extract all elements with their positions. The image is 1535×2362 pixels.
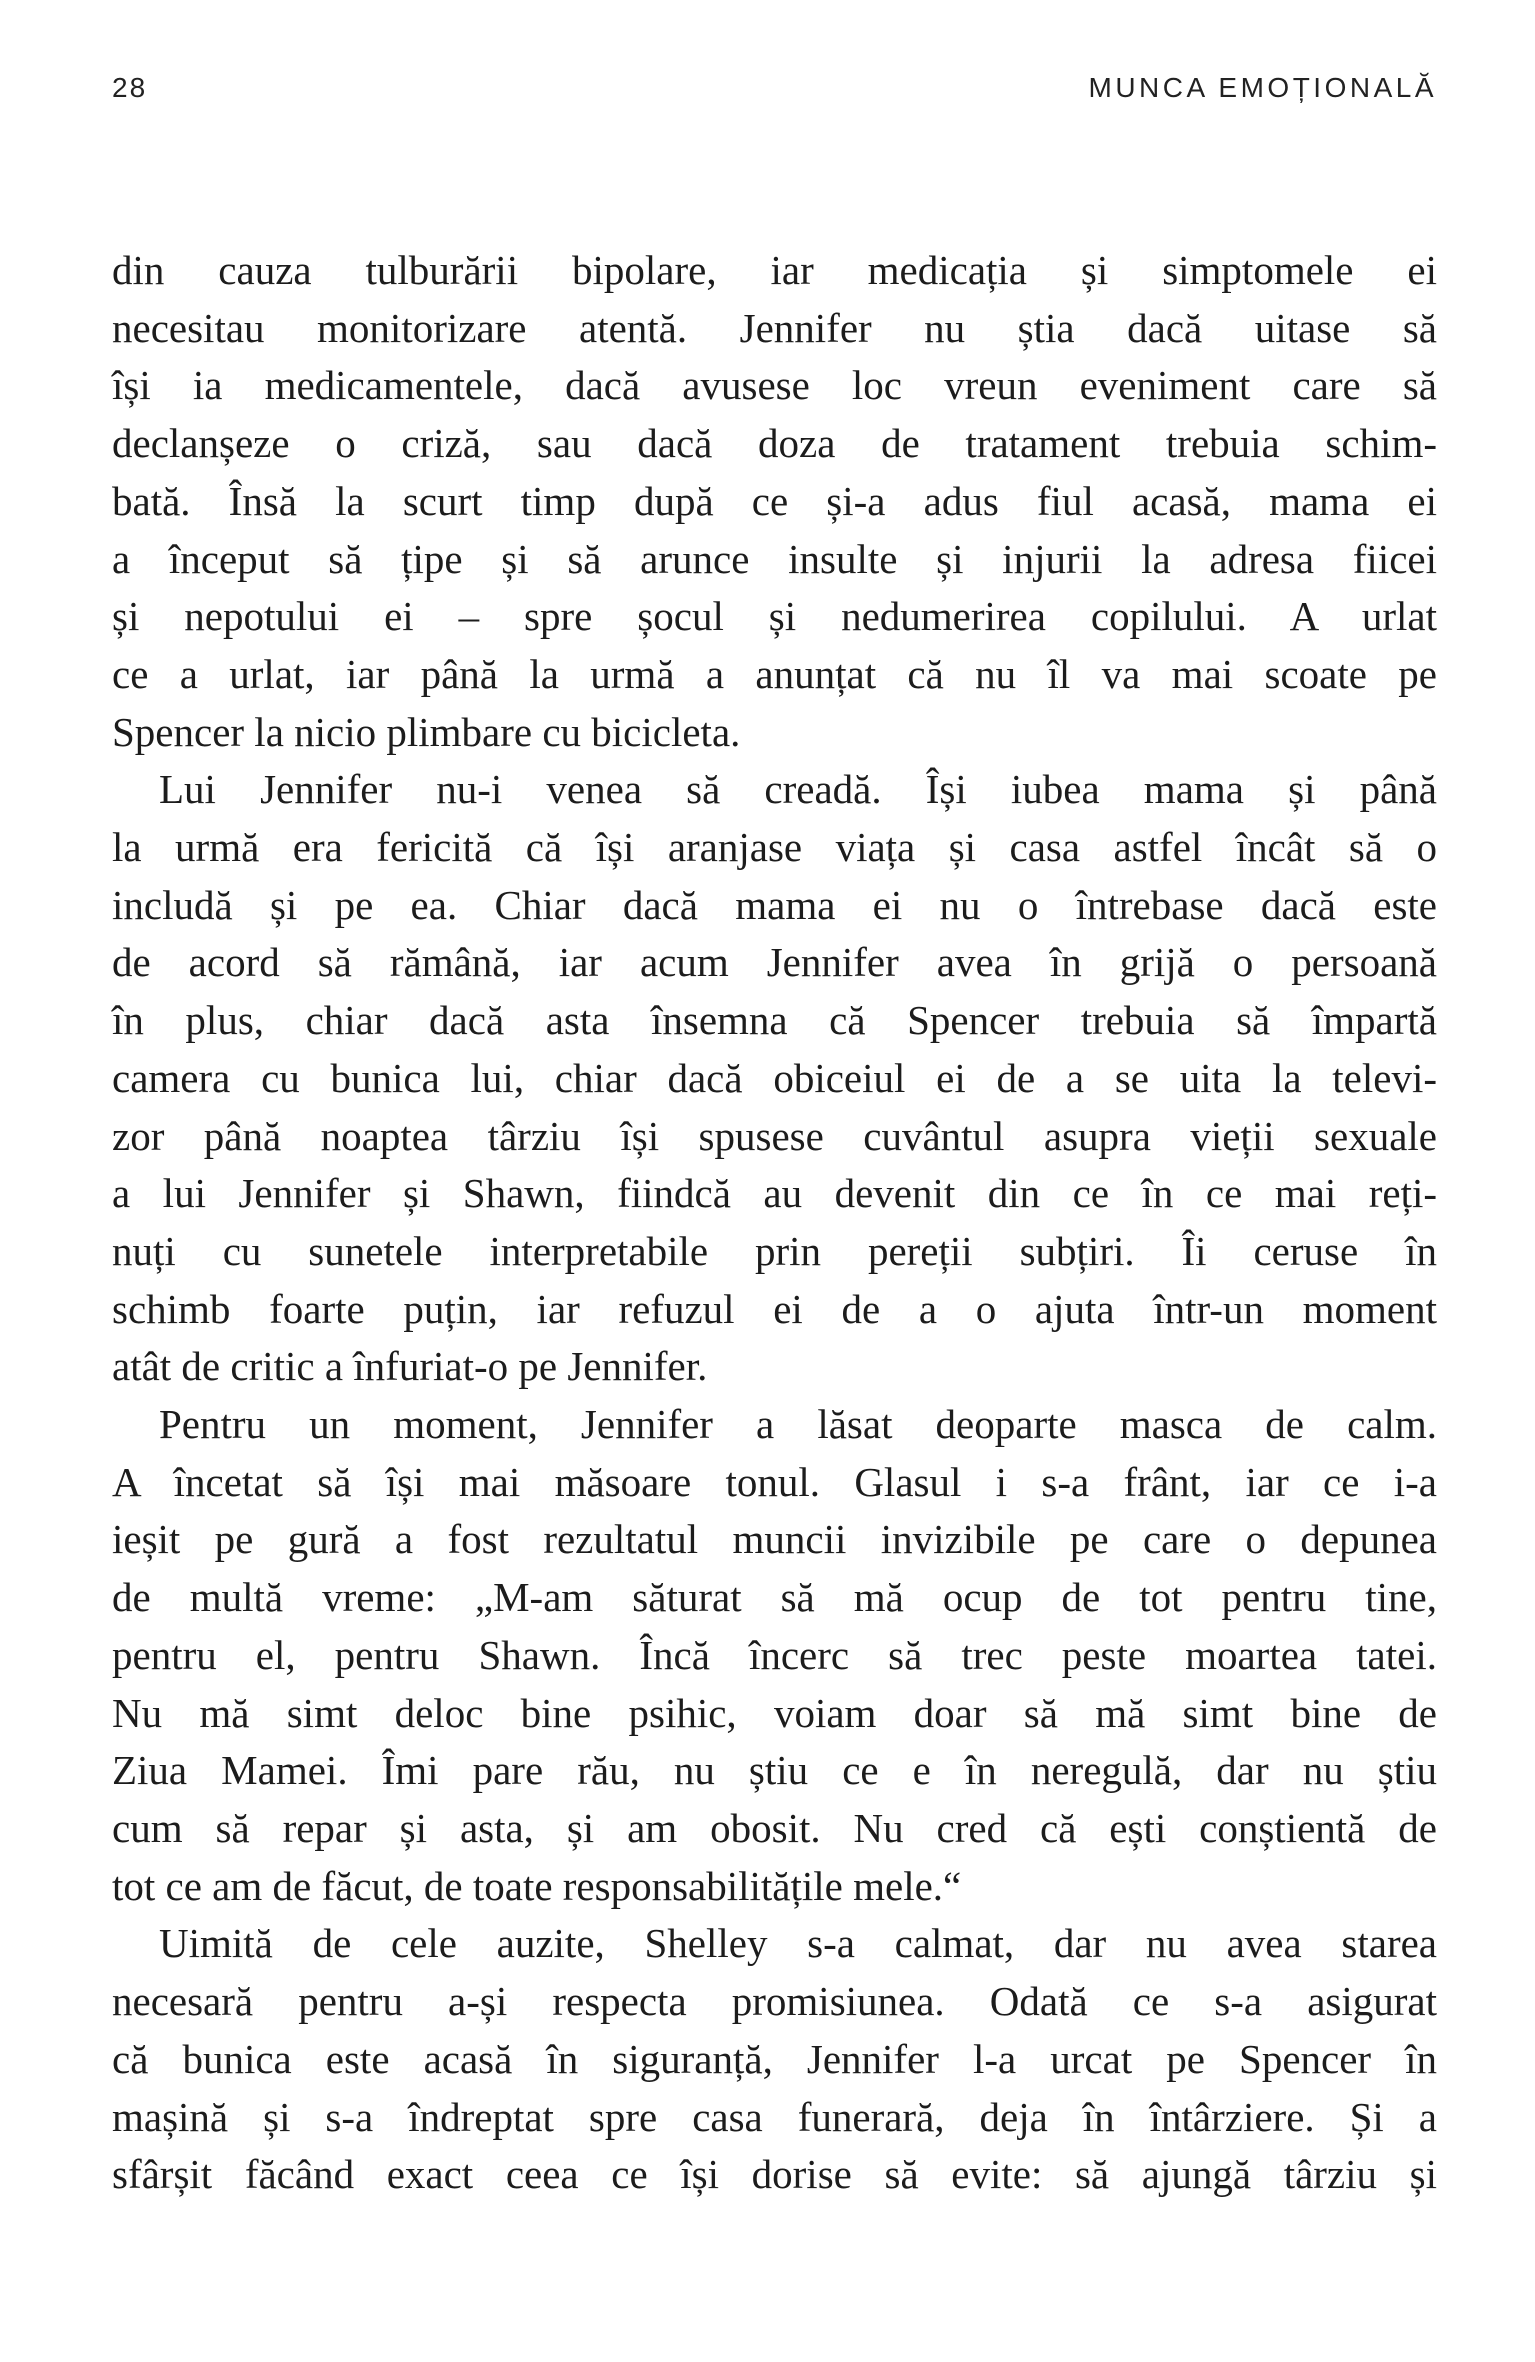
text-line: de multă vreme: „M-am săturat să mă ocup de tot pentru tine,: [112, 1574, 1437, 1621]
text-line: cum să repar și asta, și am obosit. Nu cred că ești conștientă de: [112, 1804, 1437, 1851]
text-line: ce a urlat, iar până la urmă a anunțat că nu îl va mai scoate pe: [112, 650, 1437, 697]
text-line: includă și pe ea. Chiar dacă mama ei nu o întrebase dacă este: [112, 881, 1437, 928]
text-line: de acord să rămână, iar acum Jennifer avea în grijă o persoană: [112, 939, 1437, 986]
text-line: Ziua Mamei. Îmi pare rău, nu știu ce e în neregulă, dar nu știu: [112, 1747, 1437, 1794]
running-header: MUNCA EMOȚIONALĂ: [1088, 72, 1437, 103]
body-text: [112, 242, 1437, 2204]
text-line: necesară pentru a-și respecta promisiunea. Odată ce s-a asigurat: [112, 1978, 1437, 2025]
text-line: Uimită de cele auzite, Shelley s-a calmat, dar nu avea starea: [159, 1920, 1437, 1967]
page-number: 28: [112, 72, 148, 103]
text-line: la urmă era fericită că își aranjase viața și casa astfel încât să o: [112, 824, 1437, 871]
text-line: din cauza tulburării bipolare, iar medicația și simptomele ei: [112, 247, 1437, 293]
text-line: A încetat să își mai măsoare tonul. Glasul i s-a frânt, iar ce i-a: [112, 1458, 1437, 1505]
text-line: declanșeze o criză, sau dacă doza de tratament trebuia schim-: [112, 420, 1437, 467]
paragraph: [112, 1396, 1437, 1915]
text-line: și nepotului ei – spre șocul și nedumerirea copilului. A urlat: [112, 593, 1437, 640]
paragraph: [112, 1915, 1437, 2204]
text-line: Spencer la nicio plimbare cu bicicleta.: [112, 708, 741, 755]
text-line: tot ce am de făcut, de toate responsabilitățile mele.“: [112, 1862, 962, 1909]
paragraph: [112, 761, 1437, 1396]
paragraph: [112, 242, 1437, 761]
text-line: Nu mă simt deloc bine psihic, voiam doar să mă simt bine de: [112, 1689, 1437, 1736]
text-line: zor până noaptea târziu își spusese cuvântul asupra vieții sexuale: [112, 1112, 1437, 1159]
text-line: Lui Jennifer nu-i venea să creadă. Își iubea mama și până: [159, 766, 1437, 813]
text-line: Pentru un moment, Jennifer a lăsat deoparte masca de calm.: [159, 1401, 1437, 1448]
text-line: sfârșit făcând exact ceea ce își dorise să evite: să ajungă târziu și: [112, 2151, 1437, 2198]
text-line: mașină și s-a îndreptat spre casa funerară, deja în întârziere. Și a: [112, 2093, 1437, 2140]
text-line: schimb foarte puțin, iar refuzul ei de a o ajuta într-un moment: [112, 1285, 1437, 1332]
text-line: nuți cu sunetele interpretabile prin pereții subțiri. Îi ceruse în: [112, 1227, 1437, 1274]
text-line: camera cu bunica lui, chiar dacă obiceiul ei de a se uita la televi-: [112, 1054, 1437, 1101]
text-line: își ia medicamentele, dacă avusese loc vreun eveniment care să: [112, 362, 1437, 409]
text-line: necesitau monitorizare atentă. Jennifer nu știa dacă uitase să: [112, 304, 1437, 351]
page-header: [112, 72, 1437, 104]
text-line: în plus, chiar dacă asta însemna că Spencer trebuia să împartă: [112, 997, 1437, 1044]
text-line: bată. Însă la scurt timp după ce și-a adus fiul acasă, mama ei: [112, 477, 1437, 524]
text-line: a lui Jennifer și Shawn, fiindcă au devenit din ce în ce mai reți-: [112, 1170, 1437, 1217]
text-line: pentru el, pentru Shawn. Încă încerc să trec peste moartea tatei.: [112, 1631, 1437, 1678]
text-line: a început să țipe și să arunce insulte și injurii la adresa fiicei: [112, 535, 1437, 582]
text-line: ieșit pe gură a fost rezultatul muncii invizibile pe care o depunea: [112, 1516, 1437, 1563]
text-line: atât de critic a înfuriat-o pe Jennifer.: [112, 1343, 708, 1390]
text-line: că bunica este acasă în siguranță, Jennifer l-a urcat pe Spencer în: [112, 2035, 1437, 2082]
